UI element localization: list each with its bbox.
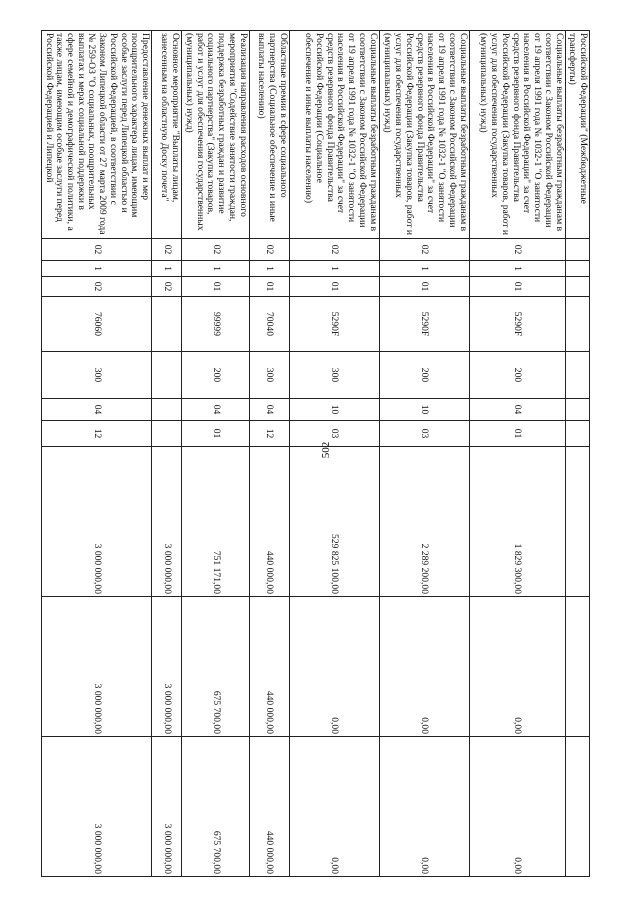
amount-year3-cell: 675 700,00 <box>182 737 249 877</box>
om-code-cell: 01 <box>379 277 469 297</box>
row-name-cell: Областные премии в сфере социального партнерства (Социальное обеспечение и иные выплаты населению) <box>249 31 289 239</box>
om-code-cell: 01 <box>469 277 565 297</box>
amount-year3-cell: 3 000 000,00 <box>41 737 151 877</box>
gp-code-cell: 02 <box>182 239 249 261</box>
amount-year1-cell <box>565 447 589 597</box>
pp-code-cell: 1 <box>469 261 565 277</box>
amount-year3-cell: 0,00 <box>289 737 379 877</box>
dir-code-cell <box>152 297 182 352</box>
dir-code-cell: 76060 <box>41 297 151 352</box>
amount-year3-cell: 0,00 <box>379 737 469 877</box>
amount-year3-cell: 0,00 <box>469 737 565 877</box>
amount-year2-cell: 0,00 <box>469 597 565 737</box>
amount-year1-cell: 529 825 100,00 <box>289 447 379 597</box>
pr-code-cell: 03 <box>379 421 469 447</box>
pp-code-cell: 1 <box>249 261 289 277</box>
pr-code-cell: 12 <box>249 421 289 447</box>
pr-code-cell <box>565 421 589 447</box>
amount-year2-cell <box>565 597 589 737</box>
pr-code-cell: 01 <box>182 421 249 447</box>
gp-code-cell: 02 <box>41 239 151 261</box>
gp-code-cell <box>565 239 589 261</box>
vr-code-cell: 200 <box>182 352 249 399</box>
gp-code-cell: 02 <box>289 239 379 261</box>
rz-code-cell: 10 <box>289 399 379 421</box>
table-row <box>379 31 469 877</box>
om-code-cell: 01 <box>289 277 379 297</box>
row-name-cell: Основное мероприятие "Выплаты лицам, занесенным на областную Доску почета" <box>152 31 182 239</box>
table-row <box>249 31 289 877</box>
rz-code-cell <box>565 399 589 421</box>
rz-code-cell <box>152 399 182 421</box>
pp-code-cell: 1 <box>182 261 249 277</box>
pp-code-cell: 1 <box>152 261 182 277</box>
pr-code-cell: 01 <box>469 421 565 447</box>
amount-year2-cell: 3 000 000,00 <box>41 597 151 737</box>
row-name-cell: Предоставление денежных выплат и мер поощрительного характера лицам, имеющим особые заслуги перед Липецкой областью и Российской Федерацией, в соответствии с Законом Липецкой области от 27 марта 2009 года № 259-ОЗ "О социальных, поощрительных выплатах и мерах социальной поддержки в сфере семейной и демографической политики, а также лицам, имеющим особые заслуги перед Российской Федерацией и Липецкой <box>41 31 151 239</box>
dir-code-cell <box>565 297 589 352</box>
amount-year2-cell: 0,00 <box>289 597 379 737</box>
budget-table <box>41 30 590 877</box>
gp-code-cell: 02 <box>379 239 469 261</box>
amount-year1-cell: 440 000,00 <box>249 447 289 597</box>
rz-code-cell: 04 <box>249 399 289 421</box>
amount-year1-cell: 1 829 300,00 <box>469 447 565 597</box>
amount-year2-cell: 675 700,00 <box>182 597 249 737</box>
om-code-cell: 02 <box>41 277 151 297</box>
dir-code-cell: 5290F <box>379 297 469 352</box>
pp-code-cell: 1 <box>379 261 469 277</box>
row-name-cell: Реализация направления расходов основного мероприятия "Содействие занятости граждан, поддержка безработных граждан и развитие социального партнерства" (Закупка товаров, работ и услуг для обеспечения государственных (муниципальных) нужд) <box>182 31 249 239</box>
row-name-cell: Социальные выплаты безработным гражданам в соответствии с Законом Российской Федерации от 19 апреля 1991 года № 1032-1 "О занятости населения в Российской Федерации" за счет средств резервного фонда Правительства Российской Федерации (Социальное обеспечение и иные выплаты населению) <box>289 31 379 239</box>
vr-code-cell: 300 <box>289 352 379 399</box>
rz-code-cell: 04 <box>182 399 249 421</box>
pp-code-cell: 1 <box>289 261 379 277</box>
table-row <box>565 31 589 877</box>
table-row <box>469 31 565 877</box>
vr-code-cell: 200 <box>469 352 565 399</box>
dir-code-cell: 70040 <box>249 297 289 352</box>
dir-code-cell: 5290F <box>469 297 565 352</box>
amount-year1-cell: 3 000 000,00 <box>41 447 151 597</box>
pp-code-cell: 1 <box>41 261 151 277</box>
table-row <box>41 31 151 877</box>
row-name-cell: Социальные выплаты безработным гражданам в соответствии с Законом Российской Федерации от 19 апреля 1991 года № 1032-1 "О занятости населения в Российской Федерации" за счет средств резервного фонда Правительства Российской Федерации (Закупка товаров, работ и услуг для обеспечения государственных (муниципальных) нужд) <box>379 31 469 239</box>
amount-year2-cell: 3 000 000,00 <box>152 597 182 737</box>
vr-code-cell: 200 <box>379 352 469 399</box>
table-row <box>152 31 182 877</box>
om-code-cell: 01 <box>249 277 289 297</box>
table-container <box>43 30 590 876</box>
pr-code-cell <box>152 421 182 447</box>
gp-code-cell: 02 <box>249 239 289 261</box>
row-name-cell: Социальные выплаты безработным гражданам в соответствии с Законом Российской Федерации от 19 апреля 1991 года № 1032-1 "О занятости населения в Российской Федерации" за счет средств резервного фонда Правительства Российской Федерации (Закупка товаров, работ и услуг для обеспечения государственных (муниципальных) нужд) <box>469 31 565 239</box>
amount-year2-cell: 0,00 <box>379 597 469 737</box>
dir-code-cell: 5290F <box>289 297 379 352</box>
pr-code-cell: 12 <box>41 421 151 447</box>
gp-code-cell: 02 <box>469 239 565 261</box>
table-row <box>182 31 249 877</box>
amount-year1-cell: 2 289 200,00 <box>379 447 469 597</box>
amount-year1-cell: 3 000 000,00 <box>152 447 182 597</box>
pr-code-cell: 03 <box>289 421 379 447</box>
vr-code-cell <box>152 352 182 399</box>
vr-code-cell: 300 <box>249 352 289 399</box>
row-name-cell: Российской Федерации" (Межбюджетные трансферты) <box>565 31 589 239</box>
gp-code-cell: 02 <box>152 239 182 261</box>
amount-year1-cell: 751 171,00 <box>182 447 249 597</box>
vr-code-cell: 300 <box>41 352 151 399</box>
rz-code-cell: 10 <box>379 399 469 421</box>
dir-code-cell: 99999 <box>182 297 249 352</box>
amount-year3-cell: 3 000 000,00 <box>152 737 182 877</box>
rz-code-cell: 04 <box>41 399 151 421</box>
table-row <box>289 31 379 877</box>
amount-year2-cell: 440 000,00 <box>249 597 289 737</box>
rz-code-cell: 04 <box>469 399 565 421</box>
page-number: 502 <box>320 441 332 459</box>
pp-code-cell <box>565 261 589 277</box>
amount-year3-cell <box>565 737 589 877</box>
vr-code-cell <box>565 352 589 399</box>
om-code-cell: 02 <box>152 277 182 297</box>
om-code-cell: 01 <box>182 277 249 297</box>
page-body <box>43 30 590 876</box>
om-code-cell <box>565 277 589 297</box>
amount-year3-cell: 440 000,00 <box>249 737 289 877</box>
